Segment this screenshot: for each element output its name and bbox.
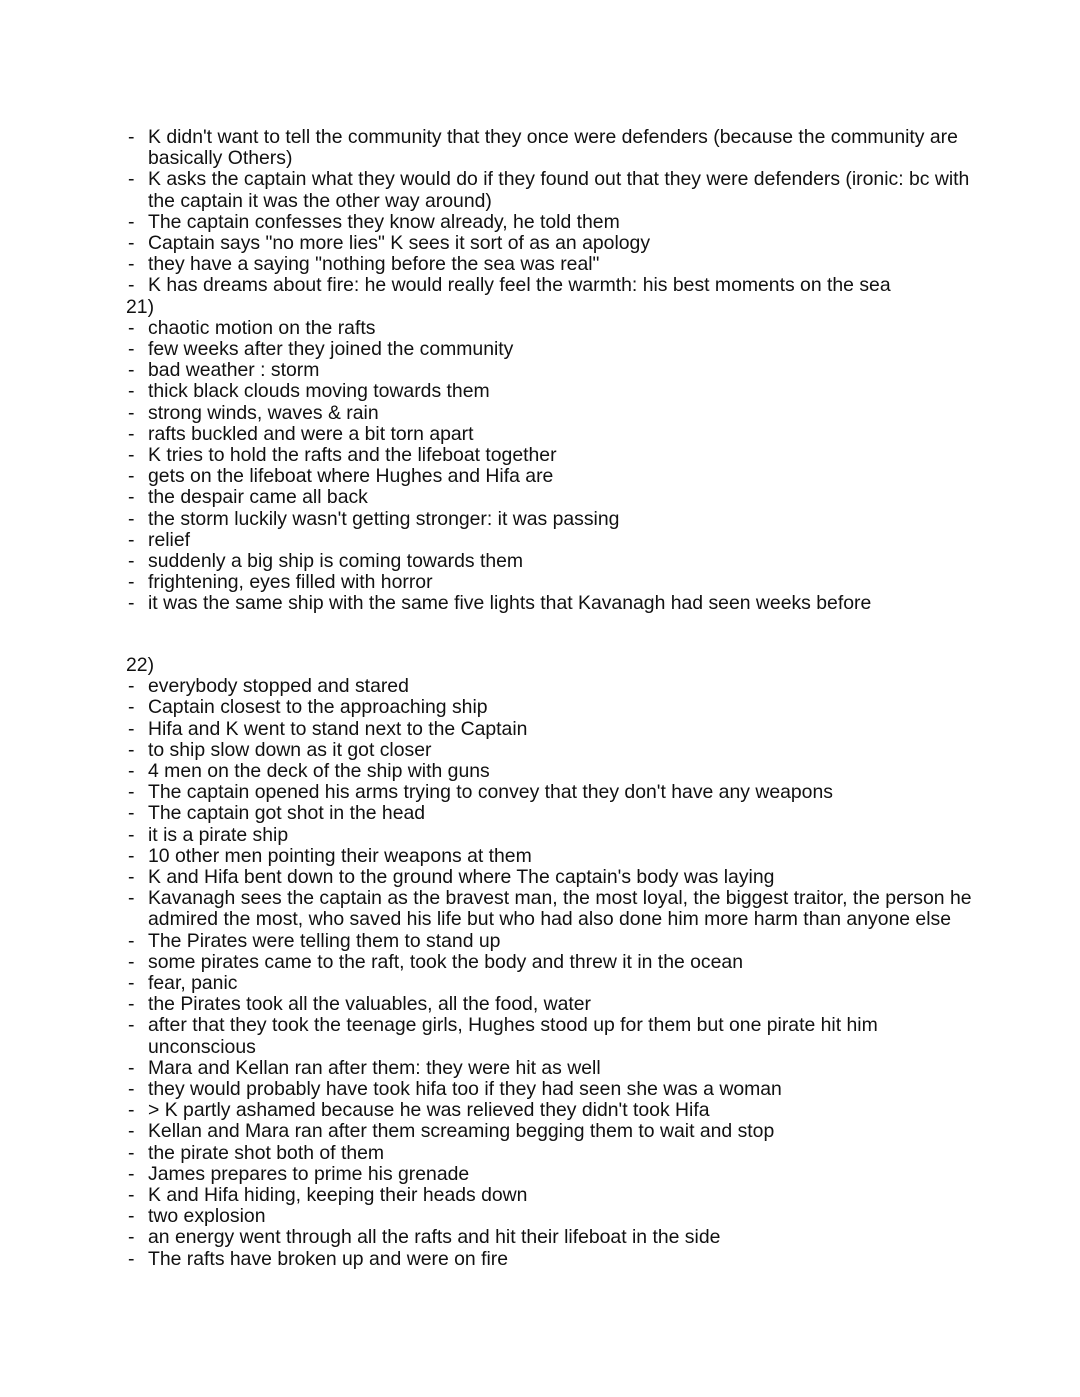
notes-section-22 [126,655,976,1270]
list-item: - Kavanagh sees the captain as the bravest man, the most loyal, the biggest traitor, the person he admired the most, who saved his life but who had also done him more harm than anyone else [126,888,976,930]
list-item: - fear, panic [126,973,976,994]
list-item: - to ship slow down as it got closer [126,740,976,761]
list-item: - 4 men on the deck of the ship with guns [126,761,976,782]
list-item: - the Pirates took all the valuables, all the food, water [126,994,976,1015]
list-item: - thick black clouds moving towards them [126,381,976,402]
list-item: - The Pirates were telling them to stand up [126,931,976,952]
list-item: - the storm luckily wasn't getting stronger: it was passing [126,509,976,530]
list-item: - rafts buckled and were a bit torn apart [126,424,976,445]
list-item: - Hifa and K went to stand next to the Captain [126,719,976,740]
list-item: - The captain got shot in the head [126,803,976,824]
list-item: - K and Hifa hiding, keeping their heads down [126,1185,976,1206]
list-item: - two explosion [126,1206,976,1227]
list-item: - relief [126,530,976,551]
list-item: - bad weather : storm [126,360,976,381]
list-item: - K didn't want to tell the community that they once were defenders (because the community are basically Others) [126,127,976,169]
list-item: - it was the same ship with the same five lights that Kavanagh had seen weeks before [126,593,976,614]
list-item: - The captain confesses they know already, he told them [126,212,976,233]
list-item: - > K partly ashamed because he was relieved they didn't took Hifa [126,1100,976,1121]
list-item: - The captain opened his arms trying to convey that they don't have any weapons [126,782,976,803]
notes-list-22 [126,676,976,1270]
list-item: - K has dreams about fire: he would really feel the warmth: his best moments on the sea [126,275,976,296]
list-item: - Kellan and Mara ran after them screaming begging them to wait and stop [126,1121,976,1142]
list-item: - some pirates came to the raft, took the body and threw it in the ocean [126,952,976,973]
list-item: - Captain says "no more lies" K sees it sort of as an apology [126,233,976,254]
list-item: - James prepares to prime his grenade [126,1164,976,1185]
list-item: - it is a pirate ship [126,825,976,846]
list-item: - everybody stopped and stared [126,676,976,697]
notes-section-21 [126,127,976,615]
list-item: - chaotic motion on the rafts [126,318,976,339]
list-item: - frightening, eyes filled with horror [126,572,976,593]
list-item: - after that they took the teenage girls, Hughes stood up for them but one pirate hit him unconscious [126,1015,976,1057]
list-item: - Mara and Kellan ran after them: they were hit as well [126,1058,976,1079]
list-item: - suddenly a big ship is coming towards them [126,551,976,572]
section-heading-22: 22) [126,654,155,676]
section-heading-21: 21) [126,295,155,318]
list-item: - Captain closest to the approaching ship [126,697,976,718]
list-item: - they would probably have took hifa too if they had seen she was a woman [126,1079,976,1100]
pre-notes-list [126,127,976,297]
list-item: - they have a saying "nothing before the sea was real" [126,254,976,275]
list-item: - gets on the lifeboat where Hughes and Hifa are [126,466,976,487]
list-item: - K asks the captain what they would do if they found out that they were defenders (ironic: bc with the captain it was the other way around) [126,169,976,211]
list-item: - strong winds, waves & rain [126,403,976,424]
notes-list-21 [126,318,976,615]
list-item: - K tries to hold the rafts and the lifeboat together [126,445,976,466]
list-item: - the despair came all back [126,487,976,508]
list-item: - 10 other men pointing their weapons at them [126,846,976,867]
list-item: - the pirate shot both of them [126,1143,976,1164]
list-item: - The rafts have broken up and were on fire [126,1249,976,1270]
list-item: - K and Hifa bent down to the ground where The captain's body was laying [126,867,976,888]
list-item: - few weeks after they joined the community [126,339,976,360]
list-item: - an energy went through all the rafts and hit their lifeboat in the side [126,1227,976,1248]
